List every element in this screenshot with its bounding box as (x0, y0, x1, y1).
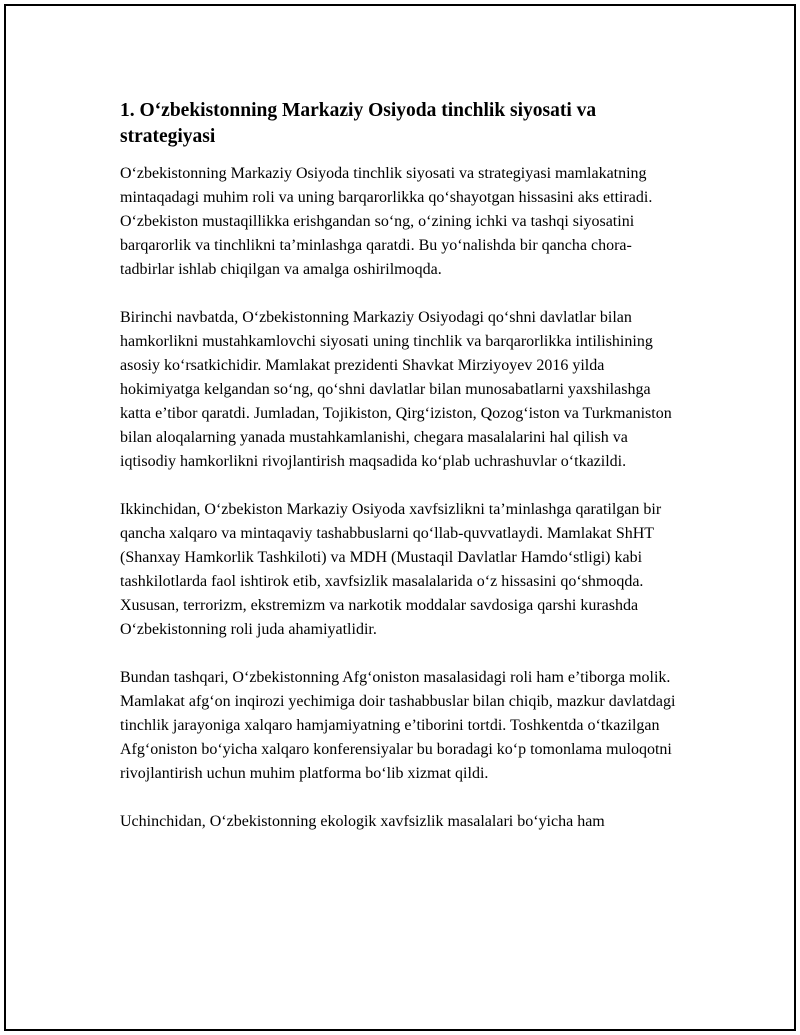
paragraph-first: Birinchi navbatda, O‘zbekistonning Markaziy Osiyodagi qo‘shni davlatlar bilan hamkorlikni mustahkamlovchi siyosati uning tinchlik va barqarorlikka intilishining asosiy ko‘rsatkichidir. Mamlakat prezidenti Shavkat Mirziyoyev 2016 yilda hokimiyatga kelgandan so‘ng, qo‘shni davlatlar bilan munosabatlarni yaxshilashga katta e’tibor qaratdi. Jumladan, Tojikiston, Qirg‘iziston, Qozog‘iston va Turkmaniston bilan aloqalarning yanada mustahkamlanishi, chegara masalalarini hal qilish va iqtisodiy hamkorlikni rivojlantirish maqsadida ko‘plab uchrashuvlar o‘tkazildi. (120, 309, 672, 470)
paragraph-second: Ikkinchidan, O‘zbekiston Markaziy Osiyoda xavfsizlikni ta’minlashga qaratilgan bir qancha xalqaro va mintaqaviy tashabbuslarni qo‘llab-quvvatlaydi. Mamlakat ShHT (Shanxay Hamkorlik Tashkiloti) va MDH (Mustaqil Davlatlar Hamdo‘stligi) kabi tashkilotlarda faol ishtirok etib, xavfsizlik masalalarida o‘z hissasini qo‘shmoqda. Xususan, terrorizm, ekstremizm va narkotik moddalar savdosiga qarshi kurashda O‘zbekistonning roli juda ahamiyatlidir. (120, 501, 662, 638)
section-heading: 1. O‘zbekistonning Markaziy Osiyoda tinchlik siyosati va strategiyasi (120, 100, 597, 147)
paragraph-intro: O‘zbekistonning Markaziy Osiyoda tinchlik siyosati va strategiyasi mamlakatning mintaqadagi muhim roli va uning barqarorlikka qo‘shayotgan hissasini aks ettiradi. O‘zbekiston mustaqillikka erishgandan so‘ng, o‘zining ichki va tashqi siyosatini barqarorlik va tinchlikni ta’minlashga qaratdi. Bu yo‘nalishda bir qancha chora-tadbirlar ishlab chiqilgan va amalga oshirilmoqda. (120, 165, 653, 278)
document-body (120, 98, 680, 858)
document-page (4, 4, 796, 1031)
paragraph-third: Uchinchidan, O‘zbekistonning ekologik xavfsizlik masalalari bo‘yicha ham (120, 813, 605, 830)
paragraph-afghanistan: Bundan tashqari, O‘zbekistonning Afg‘oniston masalasidagi roli ham e’tiborga molik. Mamlakat afg‘on inqirozi yechimiga doir tashabbuslar bilan chiqib, mazkur davlatdagi tinchlik jarayoniga xalqaro hamjamiyatning e’tiborini tortdi. Toshkentda o‘tkazilgan Afg‘oniston bo‘yicha xalqaro konferensiyalar bu boradagi ko‘p tomonlama muloqotni rivojlantirish uchun muhim platforma bo‘lib xizmat qildi. (120, 669, 676, 782)
